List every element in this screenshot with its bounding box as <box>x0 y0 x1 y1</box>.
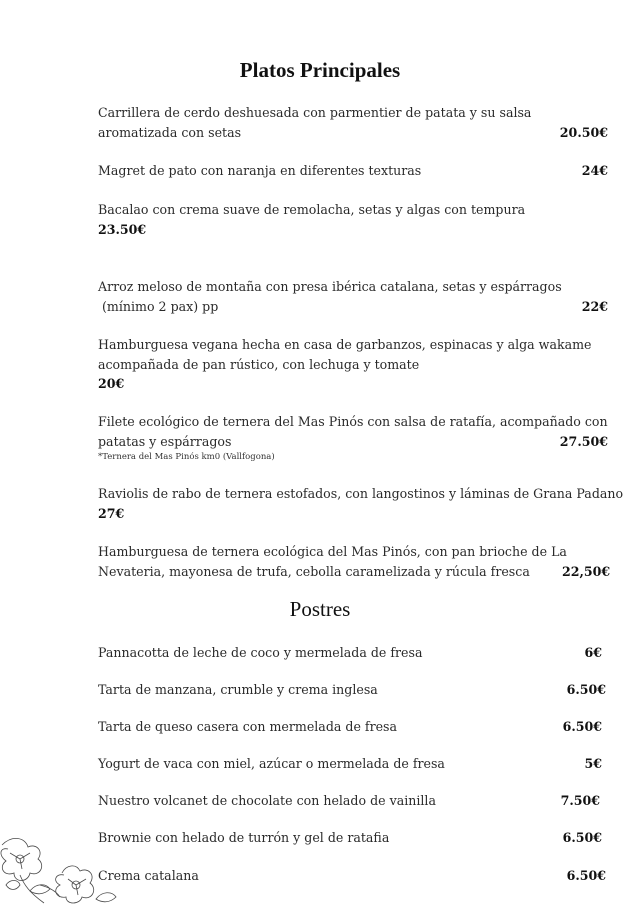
item-name: Bacalao con crema suave de remolacha, setas y algas con tempura <box>98 202 526 217</box>
item-name: Tarta de manzana, crumble y crema inglesa <box>98 682 378 697</box>
dessert-item <box>98 717 606 736</box>
item-name: Yogurt de vaca con miel, azúcar o mermelada de fresa <box>98 756 445 771</box>
item-price: 5€ <box>584 756 602 771</box>
dessert-item <box>98 866 606 885</box>
menu-item <box>98 335 610 394</box>
item-price: 20€ <box>98 376 125 391</box>
menu-item <box>98 542 611 581</box>
item-price: 7.50€ <box>560 793 600 808</box>
item-name: Crema catalana <box>98 868 199 883</box>
item-note: *Ternera del Mas Pinós km0 (Vallfogona) <box>98 452 275 462</box>
item-name: Hamburguesa vegana hecha en casa de garbanzos, espinacas y alga wakame acompañada de pan rústico, con lechuga y tomate <box>98 337 592 372</box>
section-title-desserts: Postres <box>289 597 351 621</box>
item-name: Carrillera de cerdo deshuesada con parmentier de patata y su salsa aromatizada con setas <box>98 105 532 140</box>
item-name: Magret de pato con naranja en diferentes texturas <box>98 163 422 178</box>
dessert-item <box>98 791 606 810</box>
item-price: 6.50€ <box>562 719 602 734</box>
dessert-item <box>98 754 606 773</box>
item-price: 6.50€ <box>566 682 606 697</box>
item-price: 22€ <box>581 298 608 314</box>
item-price: 20.50€ <box>559 124 608 140</box>
item-price: 6€ <box>584 645 602 660</box>
item-name: Brownie con helado de turrón y gel de ratafia <box>98 830 390 845</box>
floral-decoration-icon <box>0 825 120 905</box>
item-name: Nuestro volcanet de chocolate con helado de vainilla <box>98 793 436 808</box>
menu-item <box>98 161 610 181</box>
item-price: 22,50€ <box>562 563 611 579</box>
item-price: 27€ <box>98 505 125 521</box>
item-name-line2: (mínimo 2 pax) pp <box>98 298 219 314</box>
item-name: Filete ecológico de ternera del Mas Pinós con salsa de ratafía, acompañado con patatas y espárragos <box>98 414 608 449</box>
item-name: Tarta de queso casera con mermelada de fresa <box>98 719 398 734</box>
menu-item <box>98 277 610 316</box>
item-price: 6.50€ <box>562 830 602 845</box>
item-price: 27.50€ <box>559 433 608 449</box>
menu-item <box>98 103 610 142</box>
item-price: 24€ <box>581 163 608 178</box>
dessert-item <box>98 643 606 662</box>
menu-item <box>98 200 610 239</box>
item-name: Raviolis de rabo de ternera estofados, con langostinos y láminas de Grana Padano <box>98 486 624 501</box>
menu-item <box>98 484 628 523</box>
item-name: Pannacotta de leche de coco y mermelada de fresa <box>98 645 423 660</box>
dessert-item <box>98 680 606 699</box>
item-name: Hamburguesa de ternera ecológica del Mas Pinós, con pan brioche de La Nevateria, mayonesa de trufa, cebolla caramelizada y rúcula fresca <box>98 544 567 579</box>
dessert-item <box>98 828 606 847</box>
item-price: 23.50€ <box>98 221 147 237</box>
item-name: Arroz meloso de montaña con presa ibérica catalana, setas y espárragos <box>98 279 562 294</box>
item-price: 6.50€ <box>566 868 606 883</box>
section-title-mains: Platos Principales <box>239 58 401 82</box>
menu-item <box>98 412 610 463</box>
